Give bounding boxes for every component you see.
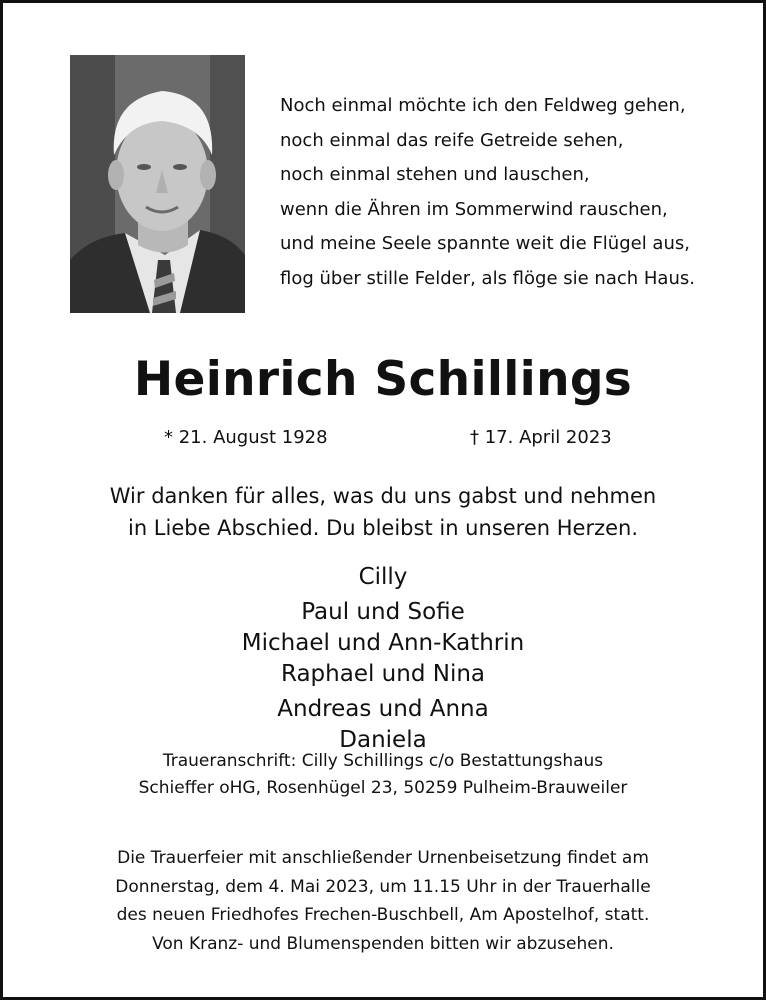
service-line: des neuen Friedhofes Frechen-Buschbell, Am Apostelhof, statt. [116,905,650,925]
thanks-line: in Liebe Abschied. Du bleibst in unseren Herzen. [127,516,639,540]
family-member: Michael und Ann-Kathrin [241,630,525,656]
mourning-address [0,748,766,802]
poem-line: und meine Seele spannte weit die Flügel aus, [280,233,690,254]
family-members [0,562,766,756]
family-member: Paul und Sofie [301,599,465,625]
poem-line: Noch einmal möchte ich den Feldweg gehen, [280,95,686,116]
service-line: Von Kranz- und Blumenspenden bitten wir abzusehen. [152,933,614,954]
poem-line: noch einmal das reife Getreide sehen, [280,129,624,151]
thanks-line: Wir danken für alles, was du uns gabst und nehmen [109,484,657,508]
family-member: Andreas und Anna [277,696,489,722]
poem [280,89,740,296]
poem-line: wenn die Ähren im Sommerwind rauschen, [280,198,668,220]
address-line: Traueranschrift: Cilly Schillings c/o Bestattungshaus [162,751,604,771]
family-member: Daniela [339,727,427,753]
thanks-message [0,480,766,544]
funeral-service-info [0,844,766,958]
service-line: Die Trauerfeier mit anschließender Urnenbeisetzung findet am [117,848,649,868]
portrait-photo [70,55,245,313]
address-line: Schieffer oHG, Rosenhügel 23, 50259 Pulheim-Brauweiler [138,778,628,798]
service-line: Donnerstag, dem 4. Mai 2023, um 11.15 Uhr in der Trauerhalle [115,876,651,897]
deceased-name: Heinrich Schillings [133,352,633,407]
family-member: Raphael und Nina [280,661,486,687]
poem-line: flog über stille Felder, als flöge sie nach Haus. [280,267,695,289]
poem-line: noch einmal stehen und lauschen, [280,164,590,185]
birth-date: * 21. August 1928 [164,427,328,448]
death-date: † 17. April 2023 [470,427,612,448]
family-member: Cilly [358,564,408,590]
